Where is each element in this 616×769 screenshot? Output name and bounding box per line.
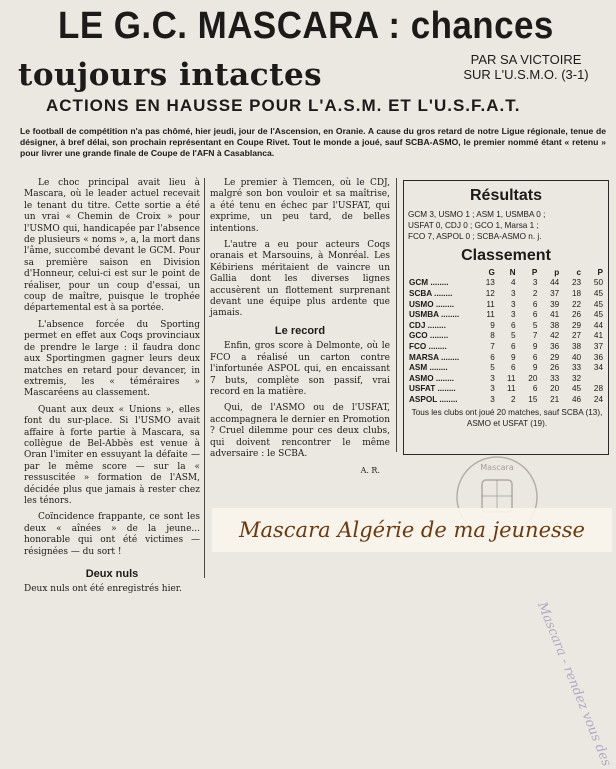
standings-table [408,267,604,405]
standings-cell: 6 [532,384,538,394]
standings-cell: 6 [510,341,516,351]
standings-cell: 6 [532,299,538,309]
standings-header-g: G [488,267,495,277]
standings-row [408,362,604,373]
standings-cell: 29 [571,320,582,330]
deux-nuls-line: Deux nuls ont été enregistrés hier. [24,584,182,594]
standings-header-n: N [509,267,516,277]
standings-cell: 39 [550,299,560,309]
results-line: USFAT 0, CDJ 0 ; GCO 1, Marsa 1 ; [408,221,539,230]
standings-body [408,278,604,405]
standings-cell: 20 [528,373,538,383]
standings-header-goals-against: c [576,267,582,277]
column-rule-2 [396,178,397,452]
results-line: GCM 3, USMO 1 ; ASM 1, USMBA 0 ; [408,210,546,219]
headline-kicker [446,52,606,82]
standings-row [408,341,604,352]
standings-cell: 3 [490,384,495,394]
standings-cell: 12 [485,288,495,298]
standings-cell: 45 [571,384,582,394]
standings-cell: 38 [550,320,560,330]
standings-cell: 11 [507,373,516,383]
author-signature: A. R. [360,466,380,476]
col2-paragraph-3: Enfin, gros score à Delmonte, où le FCO a réalisé un carton contre l'infortunée ASPOL qui, en encaissant 7 buts, complète son passif, vrai record en la matière. [210,341,390,397]
standings-cell: 26 [550,363,560,373]
subheadline: ACTIONS EN HAUSSE POUR L'A.S.M. ET L'U.S.F.A.T. [46,96,521,115]
standings-cell: 6 [490,352,495,362]
standings-team: CDJ ........ [409,320,446,330]
standings-team: ASPOL ........ [409,394,458,404]
standings-cell: 27 [571,331,582,341]
standings-row [408,352,604,363]
standings-cell: 9 [532,341,538,351]
standings-cell: 28 [593,384,603,394]
standings-cell: 42 [550,331,560,341]
standings-cell: 5 [510,331,516,341]
watermark-caption: Mascara Algérie de ma jeunesse [212,508,612,552]
standings-cell: 37 [593,341,603,351]
standings-row [408,373,604,384]
standings-cell: 6 [532,352,538,362]
standings-row [408,331,604,342]
results-box [403,180,609,455]
col1-paragraph-4: Coïncidence frappante, ce sont les deux « aînées » de la jeune... honorable qui ont été victimes — résignées — du sort ! [24,512,200,557]
stamp-label: Mascara [480,463,514,472]
standings-header-goals-for: p [554,267,560,277]
standings-cell: 22 [571,299,582,309]
kicker-line1: PAR SA VICTOIRE [470,52,582,67]
standings-cell: 45 [593,310,603,320]
standings-cell: 50 [593,278,603,288]
standings-team: GCO ........ [409,331,449,341]
standings-header-p: P [531,267,538,277]
intro-paragraph: Le football de compétition n'a pas chômé, hier jeudi, jour de l'Ascension, en Oranie. A cause du gros retard de notre Ligue régionale, tenue de désigner, à bref délai, son prochain représentant en Coupe Rivet. Tout le monde a joué, sauf SCBA-ASMO, le premier nommé étant « retenu » pour livrer une grande finale de Coupe de l'AFN à Casablanca. [20,126,606,158]
standings-header-points: P [597,267,603,277]
standings-cell: 5 [532,320,538,330]
standings-cell: 37 [550,288,560,298]
standings-cell: 36 [593,352,603,362]
standings-note: Tous les clubs ont joué 20 matches, sauf SCBA (13), ASMO et USFAT (19). [411,408,603,428]
col2-paragraph-2: L'autre a eu pour acteurs Coqs oranais et Marsouins, à Monréal. Les Kébiriens méritaient de vaincre un Gallia dont les diverses lignes accusèrent un flottement surprenant devant une équipe plus ardente que jamais. [210,240,390,319]
standings-cell: 44 [593,320,603,330]
article-column-2 [210,178,390,477]
standings-cell: 3 [532,278,538,288]
standings-header-row [408,267,604,278]
standings-cell: 24 [593,394,603,404]
col1-paragraph-2: L'absence forcée du Sporting permet en effet aux Coqs provinciaux de prendre le large : il faudra donc aux Sportingmen gagner leurs deux matches en retard pour devancer, in extremis, les « téméraires » Mascaréens au classement. [24,319,200,399]
standings-cell: 9 [490,320,495,330]
standings-team: USFAT ........ [409,384,456,394]
standings-team: USMO ........ [409,299,455,309]
standings-cell: 3 [510,299,516,309]
standings-cell: 3 [490,373,495,383]
standings-cell: 2 [532,288,538,298]
standings-header-team [408,267,474,278]
standings-cell: 3 [510,310,516,320]
standings-cell: 20 [550,384,560,394]
standings-team: ASMO ........ [409,373,455,383]
standings-cell: 38 [571,341,582,351]
standings-row [408,320,604,331]
standings-row [408,288,604,299]
standings-team: USMBA ........ [409,310,460,320]
standings-cell [582,373,604,384]
kicker-line2: SUR L'U.S.M.O. (3-1) [463,67,589,82]
standings-team: ASM ........ [409,363,448,373]
results-line: FCO 7, ASPOL 0 ; SCBA-ASMO n. j. [408,232,542,241]
standings-row [408,299,604,310]
deux-nuls-heading: Deux nuls [85,568,139,580]
standings-cell: 21 [550,394,560,404]
results-list [408,209,606,242]
standings-cell: 3 [490,394,495,404]
standings-cell: 46 [571,394,582,404]
standings-team: FCO ........ [409,341,447,351]
standings-cell: 9 [532,363,538,373]
standings-cell: 18 [571,288,582,298]
standings-cell: 2 [510,394,516,404]
standings-cell: 33 [571,363,582,373]
standings-cell: 41 [593,331,603,341]
headline-line2: toujours intactes [18,57,323,93]
standings-team: MARSA ........ [409,352,460,362]
col1-paragraph-1: Le choc principal avait lieu à Mascara, où le leader actuel recevait le tenant du titre. Cette sortie a été un vrai « Chemin de Croix » pour l'USMO qui, handicapée par l'absence de plusieurs « noms », a, la mort dans l'âme, succombé devant le GCM. Pour sa première saison en Division d'Honneur, celui-ci est sur le point de réaliser, pour un coup d'essai, un coup de maître, puisque le trophée départemental est à sa portée. [24,178,200,314]
standings-cell: 8 [490,331,495,341]
headline-line1: LE G.C. MASCARA : chances [58,5,554,47]
standings-cell: 36 [550,341,560,351]
column-rule-1 [204,178,205,578]
standings-cell: 6 [532,310,538,320]
standings-cell: 45 [593,288,603,298]
standings-cell: 13 [485,278,495,288]
standings-cell: 6 [510,320,516,330]
standings-row [408,278,604,289]
col1-paragraph-3: Quant aux deux « Unions », elles font du sur-place. Si l'USMO avait affaire à forte partie à Mascara, sa collègue de Bel-Abbès est venue à Oran l'imiter en essuyant la défaite — par le même score — sur la « ressuscitée » formation de l'ASM, décidée plus que jamais à rester chez les ténors. [24,404,200,506]
standings-cell: 9 [510,352,516,362]
standings-cell: 40 [571,352,582,362]
standings-cell: 3 [510,288,516,298]
standings-cell: 44 [550,278,560,288]
standings-cell: 41 [550,310,560,320]
standings-cell: 32 [571,373,582,383]
standings-row [408,394,604,405]
standings-team: SCBA ........ [409,288,453,298]
article-column-1 [24,178,200,563]
results-title: Résultats [469,187,543,204]
vertical-watermark-1: Mascara - rendez vous des [534,600,614,769]
standings-cell: 33 [550,373,560,383]
standings-cell: 11 [486,310,495,320]
standings-cell: 29 [550,352,560,362]
standings-cell: 45 [593,299,603,309]
standings-row [408,384,604,395]
col2-paragraph-4: Qui, de l'ASMO ou de l'USFAT, accompagnera le dernier en Promotion ? Cruel dilemme pour ces deux clubs, qui doivent rencontrer le même adversaire : le SCBA. [210,403,390,459]
standings-cell: 11 [507,384,516,394]
standings-cell: 34 [593,363,603,373]
standings-cell: 23 [571,278,582,288]
standings-cell: 11 [486,299,495,309]
standings-title: Classement [461,247,551,264]
standings-cell: 7 [532,331,538,341]
standings-cell: 4 [510,278,516,288]
standings-cell: 5 [490,363,495,373]
standings-cell: 7 [490,341,495,351]
standings-team: GCM ........ [409,278,449,288]
col2-paragraph-1: Le premier à Tlemcen, où le CDJ, malgré son bon vouloir et sa maîtrise, a été tenu en échec par l'USFAT, qui exprime, un peu tard, de belles intentions. [210,178,390,234]
standings-cell: 6 [510,363,516,373]
standings-cell: 15 [528,394,538,404]
standings-cell: 26 [571,310,582,320]
record-heading: Le record [274,324,326,337]
standings-row [408,309,604,320]
